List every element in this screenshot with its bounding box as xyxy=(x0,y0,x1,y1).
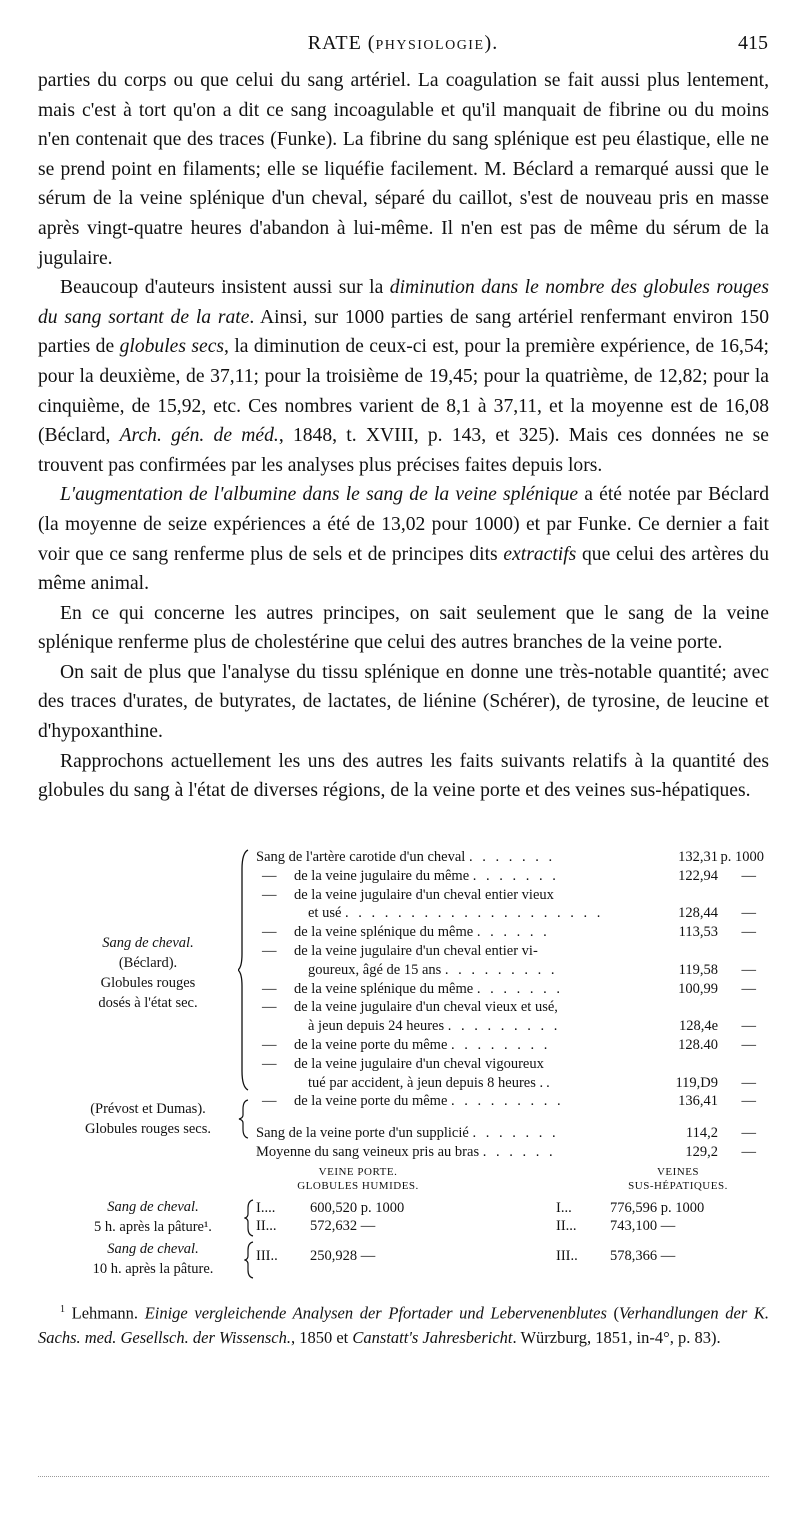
row-value: 132,31 xyxy=(678,849,718,865)
row-value: 100,99 xyxy=(678,980,718,997)
italic-phrase: L'augmentation de l'albumine dans le sang de la veine splénique xyxy=(60,484,579,506)
group1-label-line: Globules rouges xyxy=(100,975,196,991)
row-label: à jeun depuis 24 heures . . . . . . . . . xyxy=(308,1018,561,1035)
leader-dots: . . . . . . . xyxy=(468,849,556,865)
row-value: 114,2 xyxy=(685,1125,718,1142)
leader-dots: . . . . . . . . . . . . . . . . . . . . xyxy=(345,905,604,922)
row-number: II... xyxy=(256,1218,277,1234)
text-run: On sait de plus que l'analyse du tissu splénique en donne une très-notable quantité; avec des traces d'urates, de butyrates, de lactates, de liénine (Schérer), de tyrosine, de leucine et d'hypoxanthine. xyxy=(38,661,769,743)
footnote-rest-1: , 1850 et xyxy=(290,1327,353,1347)
leader-dots: . . . . . . . . . xyxy=(444,961,558,978)
row-number-right: I... xyxy=(556,1200,572,1216)
table1-group1-label xyxy=(68,933,228,1013)
sus-hepatique-value: 743,100 — xyxy=(610,1218,676,1234)
paragraph-3 xyxy=(38,480,769,598)
row-label: Moyenne du sang veineux pris au bras . . . . . . xyxy=(256,1144,556,1160)
italic-phrase: extractifs xyxy=(503,543,577,565)
row-value: 119,58 xyxy=(678,961,718,978)
table2-brace-1 xyxy=(244,1199,256,1237)
header-right-line: VEINES xyxy=(656,1166,700,1178)
running-title-small: PHYSIOLOGIE xyxy=(375,38,485,53)
leader-dots: . . . . . . xyxy=(482,1144,556,1160)
table-row xyxy=(256,903,764,923)
leader-dots: . . . . . . . . xyxy=(451,1037,551,1053)
row-unit: — xyxy=(741,980,756,997)
table-row xyxy=(256,1091,764,1111)
row-unit: — xyxy=(741,1125,756,1142)
table-row xyxy=(256,960,764,980)
text-run: a été notée par Béclard (la moyenne de seize expériences a été de 13,02 pour 1000) et par Funke. Ce dernier a fait voir que ce sang renferme plus de sels et de principes dits xyxy=(38,484,769,565)
veine-porte-value: 572,632 — xyxy=(310,1218,376,1234)
row-number: I.... xyxy=(256,1200,276,1216)
group2-label-line: Globules rouges secs. xyxy=(84,1121,212,1137)
table2-header-left xyxy=(268,1165,448,1193)
paragraph-4 xyxy=(38,599,769,658)
table-row xyxy=(256,1123,764,1143)
row-value: 128,44 xyxy=(678,905,718,922)
leader-dots: . . . . . . . . . xyxy=(451,1093,564,1110)
row-value: 128.40 xyxy=(678,1037,718,1053)
ditto-dash: — xyxy=(262,999,277,1016)
table-row xyxy=(256,885,764,905)
row-unit: — xyxy=(741,905,756,922)
footnote-rest-2: . Würzburg, 1851, in-4°, p. 83). xyxy=(512,1327,721,1347)
leader-dots: . . . . . . . xyxy=(472,867,559,884)
row-label: de la veine jugulaire d'un cheval entier vi- xyxy=(294,943,538,959)
group1-label-line: dosés à l'état sec. xyxy=(98,995,198,1011)
row-label: de la veine splénique du même . . . . . . . xyxy=(294,980,563,997)
running-header xyxy=(38,32,768,56)
row-label: et usé . . . . . . . . . . . . . . . . . . . . xyxy=(308,905,604,922)
ditto-dash: — xyxy=(262,1055,277,1072)
row-unit: — xyxy=(741,1093,756,1110)
veine-porte-value: 600,520 p. 1000 xyxy=(310,1200,405,1216)
running-title xyxy=(38,32,768,55)
table-row xyxy=(256,1054,764,1074)
t2-group1-line: 5 h. après la pâture¹. xyxy=(94,1219,212,1235)
ditto-dash: — xyxy=(262,1037,277,1053)
table-row xyxy=(256,1073,764,1093)
leader-dots: . . . . . . . . . xyxy=(447,1018,561,1035)
row-unit: — xyxy=(741,961,756,978)
table-row xyxy=(256,1142,764,1162)
group1-label-line: Sang de cheval. xyxy=(102,935,194,951)
row-label: de la veine porte du même . . . . . . . . xyxy=(294,1037,551,1053)
t2-group2-line: Sang de cheval. xyxy=(107,1241,199,1257)
table-row xyxy=(256,1035,764,1055)
ditto-dash: — xyxy=(262,943,277,959)
table1-brace-1 xyxy=(238,849,252,1091)
footnote-marker: 1 xyxy=(60,1304,65,1315)
row-unit: — xyxy=(741,1074,756,1091)
row-label: de la veine jugulaire du même . . . . . . . xyxy=(294,867,559,884)
table-row xyxy=(256,997,764,1017)
row-unit: — xyxy=(741,1018,756,1035)
leader-dots: . . . . . . xyxy=(476,924,550,941)
footnote-source: Verhandlungen der K. Sachs. med. Gesellsch. der Wissensch. xyxy=(38,1303,769,1347)
table2-group2-label xyxy=(58,1239,248,1279)
paragraph-2 xyxy=(38,273,769,480)
footnote-source-2: Canstatt's Jahresbericht xyxy=(352,1327,513,1347)
italic-phrase: diminution dans le nombre des globules rouges du sang sortant de la rate xyxy=(38,277,769,328)
row-label: goureux, âgé de 15 ans . . . . . . . . . xyxy=(308,961,558,978)
page-bottom-rule xyxy=(38,1476,769,1477)
group2-label-line: (Prévost et Dumas). xyxy=(90,1101,206,1117)
row-label: de la veine jugulaire d'un cheval vigoureux xyxy=(294,1055,544,1072)
t2-group1-line: Sang de cheval. xyxy=(107,1199,199,1215)
row-label: de la veine splénique du même . . . . . . xyxy=(294,924,550,941)
text-run: Beaucoup d'auteurs insistent aussi sur la xyxy=(60,277,390,299)
row-value: 119,D9 xyxy=(675,1074,718,1091)
table-row xyxy=(256,941,764,961)
header-right-line: SUS-HÉPATIQUES. xyxy=(628,1180,728,1192)
ditto-dash: — xyxy=(262,1093,277,1110)
text-run: Rapprochons actuellement les uns des autres les faits suivants relatifs à la quantité des globules du sang à l'état de diverses régions, de la veine porte et des veines sus-hépatiques. xyxy=(38,750,769,802)
footnote-author: Lehmann. xyxy=(71,1303,139,1323)
row-number-right: III.. xyxy=(556,1248,578,1264)
t2-group2-line: 10 h. après la pâture. xyxy=(92,1261,214,1277)
table-row xyxy=(256,1016,764,1036)
table1-brace-2 xyxy=(238,1099,252,1139)
body-text xyxy=(38,66,769,806)
header-left-line: VEINE PORTE. xyxy=(318,1166,398,1178)
leader-dots: .. xyxy=(539,1074,553,1091)
row-label: tué par accident, à jeun depuis 8 heures .. xyxy=(308,1074,553,1091)
table2-group1-label xyxy=(58,1197,248,1237)
row-unit: — xyxy=(741,1144,756,1160)
ditto-dash: — xyxy=(262,980,277,997)
ditto-dash: — xyxy=(262,867,277,884)
table-row xyxy=(256,866,764,886)
group1-label-line: (Béclard). xyxy=(118,955,178,971)
footnote-title: Einige vergleichende Analysen der Pfortader und Lebervenenblutes xyxy=(144,1303,607,1323)
text-run: En ce qui concerne les autres principes, on sait seulement que le sang de la veine splénique renferme plus de cholestérine que celui des autres branches de la veine porte. xyxy=(38,602,769,654)
leader-dots: . . . . . . . xyxy=(472,1125,559,1142)
paragraph-1 xyxy=(38,66,769,273)
row-value: 128,4e xyxy=(678,1018,718,1035)
paragraph-6 xyxy=(38,747,769,806)
row-number: III.. xyxy=(256,1248,278,1264)
sus-hepatique-value: 578,366 — xyxy=(610,1248,676,1264)
row-value: 113,53 xyxy=(678,924,718,941)
paragraph-5 xyxy=(38,658,769,747)
running-title-end: ). xyxy=(484,32,499,54)
row-value: 122,94 xyxy=(678,867,718,884)
text-run: , 1848, t. XVIII, p. 143, et 325). Mais ces données ne se trouvent pas confirmées par les analyses plus précises faites depuis lors. xyxy=(38,425,769,476)
table-row xyxy=(256,979,764,999)
text-run: parties du corps ou que celui du sang artériel. La coagulation se fait aussi plus lentement, mais c'est à tort qu'on a dit ce sang incoagulable et qu'il manquait de fibrine ou du moins n'en contenait que des traces (Funke). La fibrine du sang splénique est peu élastique, elle ne se prend point en filaments; elle se liquéfie facilement. M. Béclard a remarqué aussi que le sérum de la veine splénique d'un cheval, séparé du caillot, s'est de nouveau pris en masse après vingt-quatre heures d'abandon à lui-même. Il n'en est pas de même du sérum de la jugulaire. xyxy=(38,70,769,269)
footnote xyxy=(38,1298,769,1350)
ditto-dash: — xyxy=(262,924,277,941)
row-value: 136,41 xyxy=(678,1093,718,1110)
row-unit: — xyxy=(741,924,756,941)
italic-phrase: globules secs xyxy=(119,336,225,358)
table-row xyxy=(256,922,764,942)
row-unit: p. 1000 xyxy=(720,849,764,865)
ditto-dash: — xyxy=(262,886,277,903)
row-label: de la veine jugulaire d'un cheval entier vieux xyxy=(294,886,554,903)
table2-header-right xyxy=(598,1165,758,1193)
row-label: Sang de l'artère carotide d'un cheval . . . . . . . xyxy=(256,849,556,865)
table-row xyxy=(256,847,764,867)
text-run: que celui des artères du même animal. xyxy=(38,543,769,595)
text-run: . Ainsi, sur 1000 parties de sang artériel renfermant environ 150 parties de xyxy=(38,306,769,358)
text-run: , la diminution de ceux-ci est, pour la première expérience, de 16,54; pour la deuxième, de 37,11; pour la troisième de 19,45; pour la quatrième, de 12,82; pour la cinquième, de 15,92, etc. Ces nombres varient de 8,1 à 37,11, et la moyenne est de 16,08 (Béclard, xyxy=(38,336,769,447)
row-unit: — xyxy=(741,1037,756,1053)
footnote-paren: ( xyxy=(613,1303,620,1323)
row-label: de la veine porte du même . . . . . . . . . xyxy=(294,1093,564,1110)
veine-porte-value: 250,928 — xyxy=(310,1248,376,1264)
row-label: de la veine jugulaire d'un cheval vieux et usé, xyxy=(294,999,558,1016)
row-label: Sang de la veine porte d'un supplicié . . . . . . . xyxy=(256,1125,559,1142)
leader-dots: . . . . . . . xyxy=(476,980,563,997)
sus-hepatique-value: 776,596 p. 1000 xyxy=(610,1200,705,1216)
page-number: 415 xyxy=(738,32,768,54)
table2-brace-2 xyxy=(244,1241,256,1279)
row-unit: — xyxy=(741,867,756,884)
row-value: 129,2 xyxy=(685,1144,718,1160)
italic-phrase: Arch. gén. de méd. xyxy=(119,425,279,447)
table1-group2-label xyxy=(68,1099,228,1139)
header-left-line: GLOBULES HUMIDES. xyxy=(297,1180,419,1192)
running-title-main: RATE ( xyxy=(307,32,376,54)
row-number-right: II... xyxy=(556,1218,577,1234)
